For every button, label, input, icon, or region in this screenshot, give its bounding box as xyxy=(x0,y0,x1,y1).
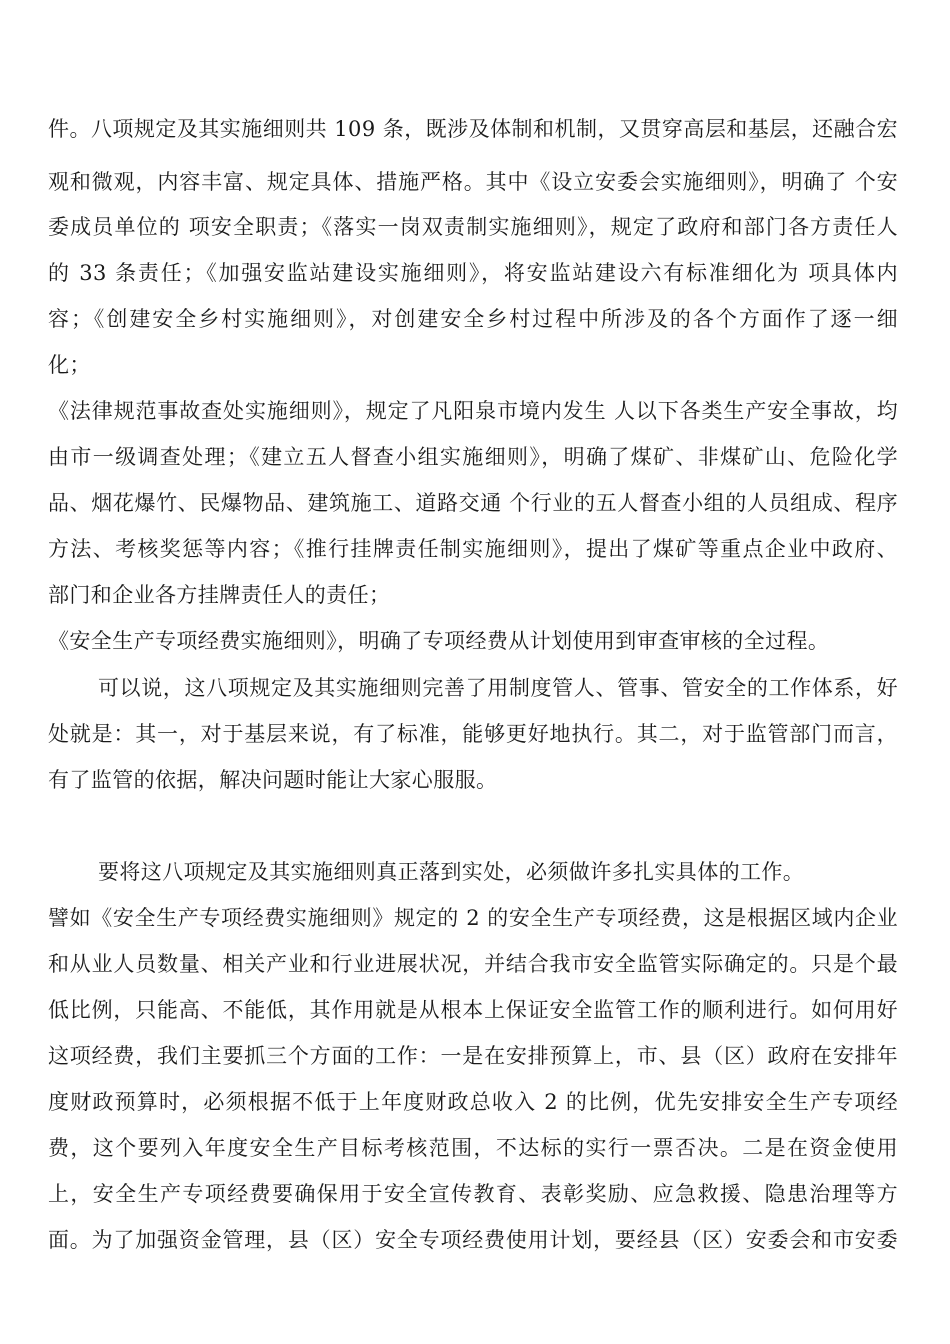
paragraph-line: 面。为了加强资金管理，县（区）安全专项经费使用计划，要经县（区）安委会和市安委 xyxy=(48,1228,898,1252)
paragraph-line: 譬如《安全生产专项经费实施细则》规定的 2 的安全生产专项经费，这是根据区域内企业 xyxy=(48,906,898,930)
paragraph-line: 要将这八项规定及其实施细则真正落到实处，必须做许多扎实具体的工作。 xyxy=(98,860,805,884)
paragraph-line: 可以说，这八项规定及其实施细则完善了用制度管人、管事、管安全的工作体系，好 xyxy=(98,676,898,700)
paragraph-line: 上，安全生产专项经费要确保用于安全宣传教育、表彰奖励、应急救援、隐患治理等方 xyxy=(48,1182,898,1206)
paragraph-line: 《安全生产专项经费实施细则》，明确了专项经费从计划使用到审查审核的全过程。 xyxy=(48,629,830,653)
paragraph-line: 费，这个要列入年度安全生产目标考核范围，不达标的实行一票否决。二是在资金使用 xyxy=(48,1136,898,1160)
paragraph-line: 处就是：其一，对于基层来说，有了标准，能够更好地执行。其二，对于监管部门而言， xyxy=(48,722,898,746)
paragraph-line: 有了监管的依据，解决问题时能让大家心服服。 xyxy=(48,768,498,792)
paragraph-line: 《法律规范事故查处实施细则》，规定了凡阳泉市境内发生 人以下各类生产安全事故，均 xyxy=(48,399,898,423)
paragraph-line: 低比例，只能高、不能低，其作用就是从根本上保证安全监管工作的顺利进行。如何用好 xyxy=(48,998,898,1022)
paragraph-line: 观和微观，内容丰富、规定具体、措施严格。其中《设立安委会实施细则》，明确了 个安 xyxy=(48,170,898,194)
paragraph-line: 容；《创建安全乡村实施细则》，对创建安全乡村过程中所涉及的各个方面作了逐一细 xyxy=(48,307,898,331)
paragraph-line: 由市一级调查处理；《建立五人督查小组实施细则》，明确了煤矿、非煤矿山、危险化学 xyxy=(48,445,898,469)
paragraph-line: 品、烟花爆竹、民爆物品、建筑施工、道路交通 个行业的五人督查小组的人员组成、程序 xyxy=(48,491,898,515)
paragraph-line: 件。八项规定及其实施细则共 109 条，既涉及体制和机制，又贯穿高层和基层，还融合宏 xyxy=(48,117,898,141)
paragraph-line: 方法、考核奖惩等内容；《推行挂牌责任制实施细则》，提出了煤矿等重点企业中政府、 xyxy=(48,537,898,561)
paragraph-line: 这项经费，我们主要抓三个方面的工作：一是在安排预算上，市、县（区）政府在安排年 xyxy=(48,1044,898,1068)
paragraph-line: 化； xyxy=(48,353,91,377)
paragraph-line: 委成员单位的 项安全职责；《落实一岗双责制实施细则》，规定了政府和部门各方责任人 xyxy=(48,215,898,239)
paragraph-line: 的 33 条责任；《加强安监站建设实施细则》，将安监站建设六有标准细化为 项具体内 xyxy=(48,261,898,285)
paragraph-line: 部门和企业各方挂牌责任人的责任； xyxy=(48,583,391,607)
paragraph-line: 度财政预算时，必须根据不低于上年度财政总收入 2 的比例，优先安排安全生产专项经 xyxy=(48,1090,898,1114)
paragraph-line: 和从业人员数量、相关产业和行业进展状况，并结合我市安全监管实际确定的。只是个最 xyxy=(48,952,898,976)
